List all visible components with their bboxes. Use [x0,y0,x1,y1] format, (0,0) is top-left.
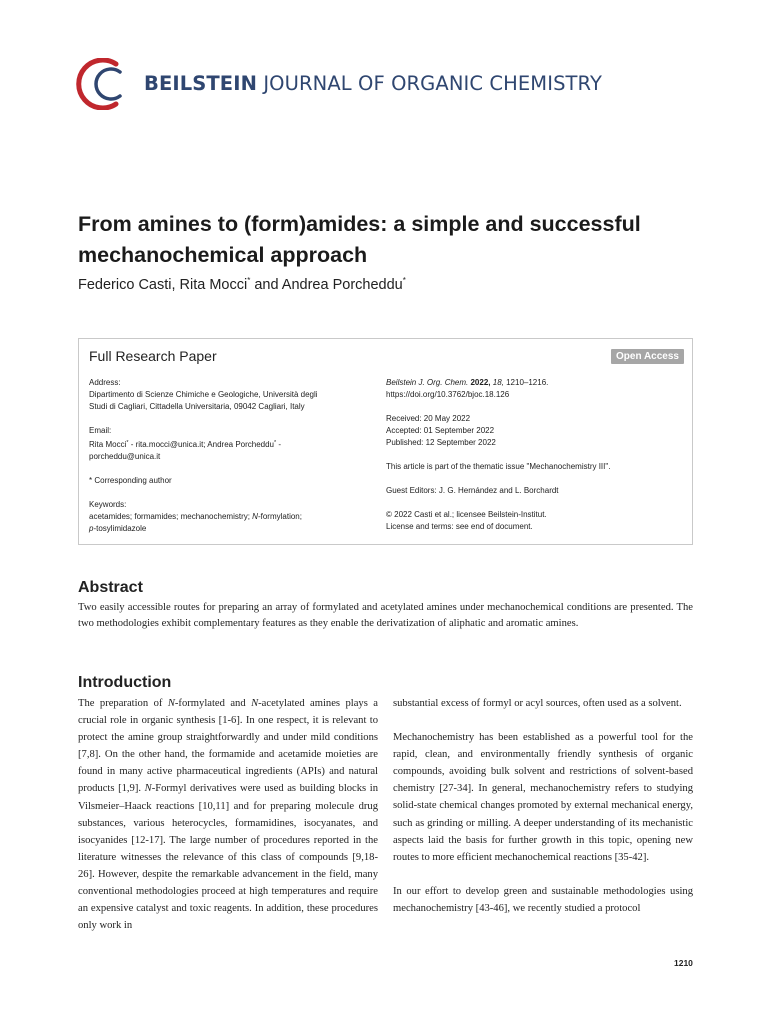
paragraph-text: -formylated and [174,698,252,709]
title-line-1: From amines to (form)amides: a simple and successful [78,212,641,236]
article-title [78,209,678,271]
intro-left-column [78,695,378,951]
citation [386,377,686,389]
corresponding-note: * Corresponding author [89,476,172,485]
keywords-text: acetamides; formamides; mechanochemistry; [89,512,253,521]
address-line-1: Dipartimento di Scienze Chimiche e Geologiche, Università degli [89,390,318,399]
accepted-date: Accepted: 01 September 2022 [386,426,495,435]
citation-year: 2022, [470,378,491,387]
email-sep: - [276,440,282,449]
title-line-2: mechanochemical approach [78,243,368,267]
beilstein-logo-icon [76,58,136,110]
open-access-badge[interactable]: Open Access [611,349,684,364]
intro-paragraph: substantial excess of formyl or acyl sources, often used as a solvent. [393,698,682,709]
page-number: 1210 [674,958,693,968]
author-list [78,276,406,293]
keywords-line-2 [89,523,354,535]
introduction-heading: Introduction [78,674,172,691]
license: License and terms: see end of document. [386,522,533,531]
keywords-italic: p [89,524,94,533]
keywords-text: -formylation; [257,512,302,521]
abstract-heading: Abstract [78,579,143,596]
intro-paragraph [78,695,378,934]
guest-editors: Guest Editors: J. G. Hernández and L. Borchardt [386,486,559,495]
email-author-1: Rita Mocci [89,440,127,449]
citation-pages: 1210–1216. [503,378,549,387]
email-mark: * [274,440,277,446]
published-date: Published: 12 September 2022 [386,438,496,447]
paragraph-text: -Formyl derivatives were used as building blocks in Vilsmeier–Haack reactions [10,11] and for preparing molecule drug substances, various heterocycles, formamidines, isocyanates, and isocyanides [12-17]. The large number of procedures reported in the literature witnesses the relevance of this class of compounds [9,18-26]. However, despite the remarkable advancement in the field, many conventional methodologies proceed at high temperatures and require an expensive catalyst and toxic reagents. In addition, these procedures only work in [78,783,379,932]
thematic-issue[interactable]: This article is part of the thematic issue "Mechanochemistry III". [386,462,611,471]
info-left-column [89,377,354,535]
copyright: © 2022 Casti et al.; licensee Beilstein-Institut. [386,510,547,519]
email-line-1 [89,437,354,451]
address-label: Address: [89,378,121,387]
italic-n: N [251,698,259,709]
email-address-1[interactable]: - rita.mocci@unica.it; Andrea Porcheddu [128,440,275,449]
email-mark: * [126,440,129,446]
journal-name-rest: JOURNAL OF ORGANIC CHEMISTRY [257,72,602,95]
authors-part-2: and Andrea Porcheddu [250,277,403,293]
citation-volume: 18, [492,378,504,387]
journal-name-strong: BEILSTEIN [144,72,258,95]
paragraph-text: The preparation of [78,698,168,709]
info-right-column [386,377,686,533]
keywords-line-1 [89,511,354,523]
received-date: Received: 20 May 2022 [386,414,471,423]
authors-part-1: Federico Casti, Rita Mocci [78,277,248,293]
intro-paragraph: Mechanochemistry has been established as a powerful tool for the rapid, clean, and environmentally friendly synthesis of organic compounds, avoiding bulk solvent and restrictions of solvent-based chemistry [27-34]. In general, mechanochemistry refers to studying solid-state chemical changes promoted by external mechanical energy, such as grinding or milling. A deeper understanding of its mechanistic aspects laid the basis for further growth in this topic, opening new routes to more efficient mechanochemical reactions [35-42]. [393,732,693,863]
keywords-italic: N [252,512,258,521]
intro-paragraph: In our effort to develop green and sustainable methodologies using mechanochemistry [43-46], we recently studied a protocol [393,885,693,914]
doi-link[interactable]: https://doi.org/10.3762/bjoc.18.126 [386,390,510,399]
paragraph-text: -acetylated amines plays a crucial role in organic synthesis [1-6]. In one respect, it is relevant to protect the amine group straightforwardly and under mild conditions [7,8]. On the other hand, the formamide and acetamide moieties are found in many active pharmaceutical ingredients (APIs) and natural products [1,9]. [78,698,378,795]
email-line-2[interactable]: porcheddu@unica.it [89,452,161,461]
address-line-2: Studi di Cagliari, Cittadella Universitaria, 09042 Cagliari, Italy [89,402,305,411]
intro-right-column [393,695,693,934]
corresponding-mark: * [402,276,406,285]
email-label: Email: [89,426,112,435]
italic-n: N [144,783,152,795]
article-info-box [78,338,693,545]
abstract-text: Two easily accessible routes for preparing an array of formylated and acetylated amines under mechanochemical conditions are presented. The two methodologies exhibit complementary features as they enable the derivatization of aliphatic and aromatic amines. [78,602,693,630]
keywords-text: -tosylimidazole [93,524,147,533]
keywords-label: Keywords: [89,500,127,509]
italic-n: N [167,698,175,709]
article-type: Full Research Paper [89,348,217,364]
citation-journal: Beilstein J. Org. Chem. [386,378,469,387]
corresponding-mark: * [247,276,251,285]
journal-name [144,72,602,95]
